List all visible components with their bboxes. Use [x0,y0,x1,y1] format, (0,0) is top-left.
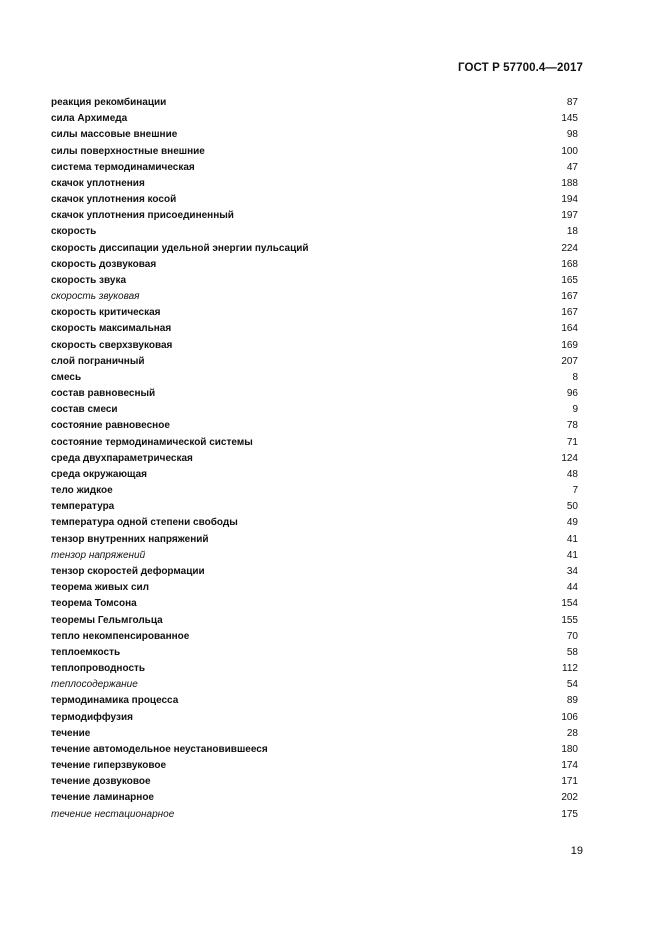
index-page-ref: 49 [566,517,578,529]
index-entry [51,499,578,515]
index-term: состояние термодинамической системы [51,436,253,448]
index-entry [51,321,578,337]
index-entry [51,386,578,402]
page-number: 19 [570,845,583,857]
index-entry [51,144,578,160]
index-page-ref: 7 [572,485,578,497]
index-term: скорость звука [51,274,127,286]
index-page-ref: 41 [566,533,578,545]
index-entry [51,192,578,208]
index-entry [51,693,578,709]
index-term: температура [51,501,115,513]
index-term: скорость максимальная [51,323,172,335]
index-entry [51,483,578,499]
index-entry [51,208,578,224]
index-page-ref: 168 [561,258,578,270]
index-page-ref: 41 [566,549,578,561]
index-entry [51,111,578,127]
index-term: теплосодержание [51,679,138,691]
index-page-ref: 145 [561,113,578,125]
index-entry [51,532,578,548]
index-page-ref: 164 [561,323,578,335]
index-page-ref: 165 [561,274,578,286]
index-entry [51,790,578,806]
index-page-ref: 180 [561,743,578,755]
index-entry [51,629,578,645]
index-page-ref: 154 [561,598,578,610]
index-page-ref: 167 [561,307,578,319]
index-term: теплоемкость [51,646,121,658]
index-entry [51,160,578,176]
index-page-ref: 224 [561,242,578,254]
index-entry [51,354,578,370]
index-term: скачок уплотнения косой [51,194,177,206]
index-entry [51,742,578,758]
index-term: тензор скоростей деформации [51,565,205,577]
index-entry [51,580,578,596]
index-entry [51,370,578,386]
index-term: среда окружающая [51,468,147,480]
index-term: реакция рекомбинации [51,97,167,108]
index-entry [51,402,578,418]
index-page-ref: 202 [561,792,578,804]
index-term: теорема Томсона [51,598,137,610]
index-term: скачок уплотнения присоединенный [51,210,234,222]
index-entry [51,338,578,354]
index-page-ref: 124 [561,452,578,464]
index-page-ref: 44 [566,582,578,594]
index-entry [51,645,578,661]
index-term: скорость сверхзвуковая [51,339,173,351]
index-term: слой пограничный [51,355,145,367]
index-page-ref: 175 [561,808,578,820]
index-term: течение нестационарное [51,808,175,820]
index-term: система термодинамическая [51,161,195,173]
index-term: скорость дозвуковая [51,258,157,270]
index-entry [51,613,578,629]
index-entry [51,435,578,451]
index-page-ref: 112 [562,663,578,675]
index-entry [51,758,578,774]
index-term: состав смеси [51,404,118,416]
index-entry [51,418,578,434]
index-entry [51,273,578,289]
index-page-ref: 70 [566,630,578,642]
index-term: сила Архимеда [51,113,128,125]
index-term: теорема живых сил [51,582,150,594]
index-page-ref: 58 [566,646,578,658]
index-entry [51,467,578,483]
index-page-ref: 9 [572,404,578,416]
index-page-ref: 174 [561,760,578,772]
index-page-ref: 48 [566,468,578,480]
index-page-ref: 169 [561,339,578,351]
index-term: течение гиперзвуковое [51,760,167,772]
index-page-ref: 197 [561,210,578,222]
index-entry [51,710,578,726]
index-page-ref: 106 [561,711,578,723]
index-entry [51,224,578,240]
index-page-ref: 71 [566,436,578,448]
index-page-ref: 8 [572,371,578,383]
index-entry [51,127,578,143]
index-page-ref: 18 [566,226,578,238]
index-term: тело жидкое [51,485,113,497]
index-term: скорость диссипации удельной энергии пульсаций [51,242,309,254]
index-entry [51,564,578,580]
index-term: теоремы Гельмгольца [51,614,163,626]
index-entry [51,807,578,823]
index-term: термодинамика процесса [51,695,179,707]
index-entry [51,305,578,321]
index-page-ref: 188 [561,177,578,189]
index-page-ref: 100 [561,145,578,157]
index-term: течение автомодельное неустановившееся [51,743,268,755]
index-entry [51,774,578,790]
index-page-ref: 96 [566,388,578,400]
index-term: скорость звуковая [51,291,140,303]
index-term: тензор внутренних напряжений [51,533,209,545]
index-term: смесь [51,371,82,383]
index-page-ref: 167 [561,291,578,303]
index-entry [51,241,578,257]
index-page-ref: 171 [561,776,578,788]
index-entry [51,596,578,612]
alphabetical-index [51,95,578,823]
index-term: скорость критическая [51,307,161,319]
index-entry [51,451,578,467]
index-term: тензор напряжений [51,549,146,561]
index-page-ref: 50 [566,501,578,513]
index-entry [51,257,578,273]
index-term: тепло некомпенсированное [51,630,190,642]
index-entry [51,548,578,564]
index-entry [51,289,578,305]
index-page-ref: 207 [561,355,578,367]
index-page-ref: 194 [561,194,578,206]
index-term: состав равновесный [51,388,156,400]
index-term: скорость [51,226,97,238]
index-term: температура одной степени свободы [51,517,238,529]
index-entry [51,726,578,742]
index-entry [51,95,578,111]
index-term: силы поверхностные внешние [51,145,205,157]
index-page-ref: 155 [561,614,578,626]
index-page-ref: 28 [566,727,578,739]
index-term: скачок уплотнения [51,177,145,189]
index-term: силы массовые внешние [51,129,178,141]
index-term: состояние равновесное [51,420,170,432]
index-page-ref: 34 [566,565,578,577]
index-entry [51,515,578,531]
index-page-ref: 78 [566,420,578,432]
index-page-ref: 98 [566,129,578,141]
index-term: термодиффузия [51,711,133,723]
index-page-ref: 89 [566,695,578,707]
index-term: среда двухпараметрическая [51,452,193,464]
index-entry [51,677,578,693]
index-term: течение ламинарное [51,792,154,804]
document-header: ГОСТ Р 57700.4—2017 [458,62,583,74]
index-entry [51,176,578,192]
index-page-ref: 47 [566,161,578,173]
index-term: течение дозвуковое [51,776,151,788]
index-entry [51,661,578,677]
index-term: течение [51,727,91,739]
index-page-ref: 54 [566,679,578,691]
index-page-ref: 87 [566,97,578,108]
index-term: теплопроводность [51,663,146,675]
